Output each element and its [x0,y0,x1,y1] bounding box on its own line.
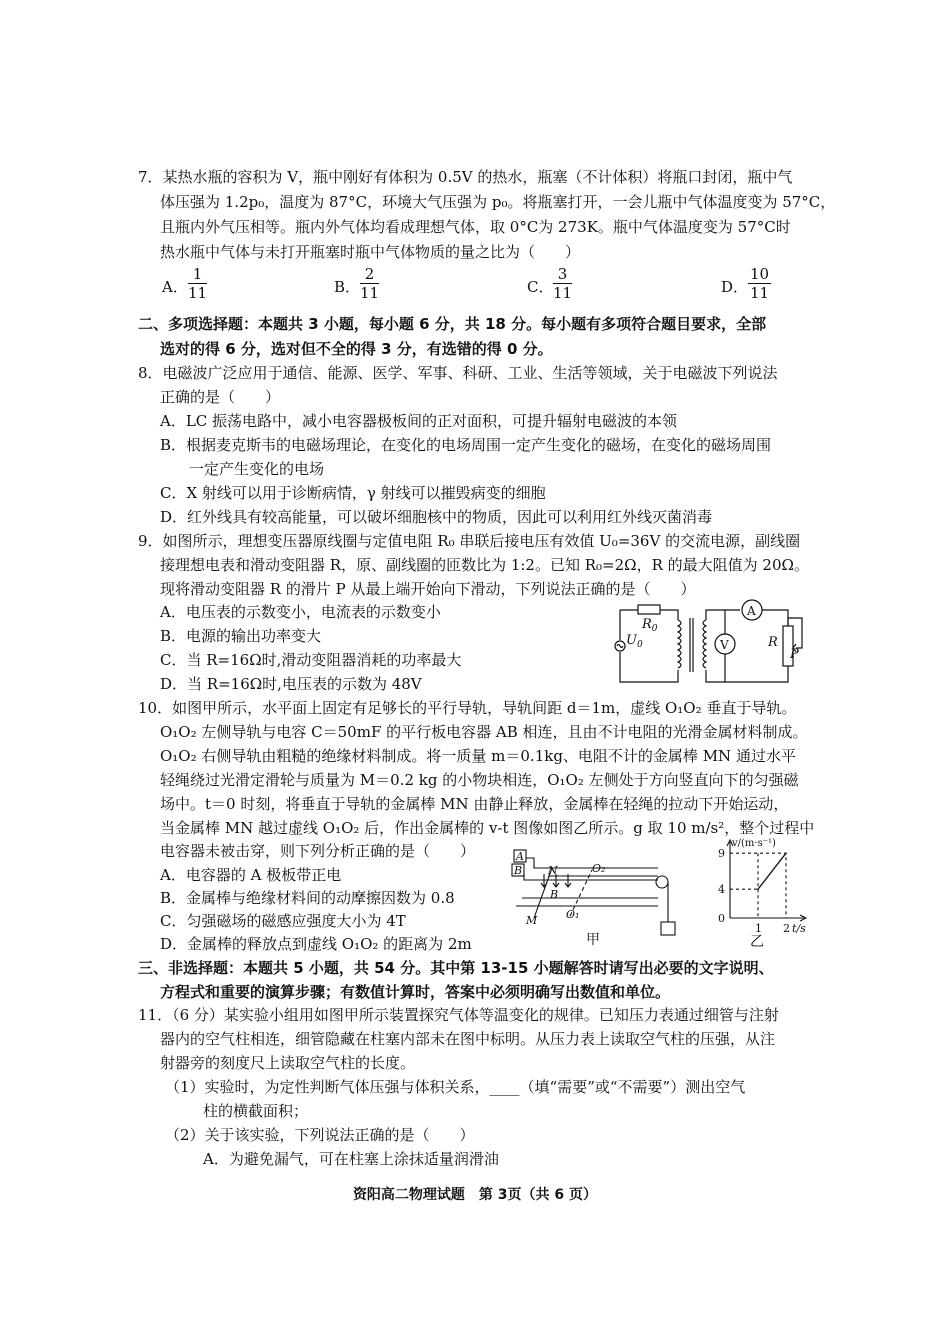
q9-line-2: 接理想电表和滑动变阻器 R，原、副线圈的匝数比为 1:2。已知 R₀=2Ω，R 的最大阻值为 20Ω。 [160,556,809,574]
ammeter-label: A [747,604,756,618]
plate-b-label: B [514,864,523,877]
q10-figure-jia [508,846,676,950]
r0-label: $R_0$ [642,617,658,634]
rod-m-label: M [526,914,538,927]
q7-option-c-num: 3 [553,265,572,284]
q7-option-a-fraction [188,265,207,302]
q10-line-7: 电容器未被击穿，则下列分析正确的是（ ） [160,842,476,860]
q9-circuit-diagram [610,598,810,690]
x-tick-2: 2 [783,922,790,935]
block-symbol [661,922,675,935]
page-footer: 资阳高二物理试题 第 3页（共 6 页） [352,1187,598,1203]
q10-line-5: 场中。t＝0 时刻，将垂直于导轨的金属棒 MN 由静止释放，金属棒在轻绳的拉动下开始运动， [160,795,789,813]
y-tick-9: 9 [718,847,725,861]
voltmeter-label: V [720,638,729,652]
q7-line-1: 7．某热水瓶的容积为 V，瓶中刚好有体积为 0.5V 的热水，瓶塞（不计体积）将瓶口封闭，瓶中气 [138,168,793,186]
q7-option-a-label: A． [162,278,188,296]
section3-heading-1: 三、非选择题：本题共 5 小题，共 54 分。其中第 13-15 小题解答时请写出必要的文字说明、 [138,959,774,977]
y-tick-4: 4 [718,883,725,897]
vt-series [757,852,787,890]
q7-option-b-fraction [360,265,379,302]
q9-line-3: 现将滑动变阻器 R 的滑片 P 从最上端开始向下滑动，下列说法正确的是（ ） [160,580,696,598]
q10-vt-chart [700,836,812,948]
q8-line-2: 正确的是（ ） [160,388,281,406]
vt-point-0 [757,888,759,890]
q7-option-d-num: 10 [750,265,770,283]
q8-option-d: D．红外线具有较高能量，可以破坏细胞核中的物质，因此可以利用红外线灭菌消毒 [160,508,713,526]
q10-line-6: 当金属棒 MN 越过虚线 O₁O₂ 后，作出金属棒的 v-t 图像如图乙所示。g 取 10 m/s²，整个过程中 [160,819,815,837]
q7-option-b-num: 2 [360,265,379,284]
vt-point-1 [785,852,787,854]
q8-line-1: 8．电磁波广泛应用于通信、能源、医学、军事、科研、工业、生活等领域，关于电磁波下列说法 [138,364,778,382]
q11-sub-2: （2）关于该实验，下列说法正确的是（ ） [165,1126,475,1144]
q10-option-d: D．金属棒的释放点到虚线 O₁O₂ 的距离为 2m [160,935,472,953]
figure-yi-caption: 乙 [750,934,764,948]
o1-label: O₁ [566,908,580,921]
q7-option-b-den: 11 [360,284,380,302]
q7-option-d-label: D． [721,278,749,296]
q11-sub-1-cont: 柱的横截面积； [203,1102,309,1120]
q9-line-1: 9．如图所示，理想变压器原线圈与定值电阻 R₀ 串联后接电压有效值 U₀=36V 的交流电源，副线圈 [138,532,801,550]
q11-sub-2-option-a: A．为避免漏气，可在柱塞上涂抹适量润滑油 [203,1150,499,1168]
q11-line-2: 器内的空气柱相连，细管隐藏在柱塞内部未在图中标明。从压力表上读取空气柱的压强，从注 [160,1030,776,1048]
q11-sub-1: （1）实验时，为定性判断气体压强与体积关系，____（填“需要”或“不需要”）测出空气 [165,1078,746,1096]
q8-option-a: A．LC 振荡电路中，减小电容器极板间的正对面积，可提升辐射电磁波的本领 [160,412,678,430]
q7-option-d-den: 11 [750,284,770,302]
rheostat-label: R [768,635,778,650]
q10-option-a: A．电容器的 A 极板带正电 [160,866,342,884]
q9-option-d: D．当 R=16Ω时,电压表的示数为 48V [160,675,422,693]
slider-label: P [790,647,799,662]
figure-jia-caption: 甲 [586,932,600,948]
q10-line-3: O₁O₂ 右侧导轨由粗糙的绝缘材料制成。将一质量 m＝0.1kg、电阻不计的金属棒 MN 通过水平 [160,747,796,765]
section2-heading-1: 二、多项选择题：本题共 3 小题，每小题 6 分，共 18 分。每小题有多项符合题目要求，全部 [138,315,767,333]
q11-line-1: 11．（6 分）某实验小组用如图甲所示装置探究气体等温变化的规律。已知压力表通过细管与注射 [138,1006,779,1024]
q10-option-c: C．匀强磁场的磁感应强度大小为 4T [160,912,406,930]
q7-option-c-den: 11 [553,284,573,302]
q7-line-4: 热水瓶中气体与未打开瓶塞时瓶中气体物质的量之比为（ ） [160,243,581,261]
q7-option-d-fraction [748,265,771,302]
q7-option-c-fraction [553,265,572,302]
q8-option-b-cont: 一定产生变化的电场 [189,460,325,478]
q7-option-a-num: 1 [188,265,207,284]
q11-line-3: 射器旁的刻度尺上读取空气柱的长度。 [160,1054,416,1072]
q9-option-c: C．当 R=16Ω时,滑动变阻器消耗的功率最大 [160,651,462,669]
y-tick-0: 0 [718,912,725,925]
pulley-symbol [656,876,668,888]
q7-line-3: 且瓶内外气压相等。瓶内外气体均看成理想气体，取 0°C为 273K。瓶中气体温度变为 57°C时 [160,218,791,236]
rod-n-label: N [548,864,558,877]
q10-option-b: B．金属棒与绝缘材料间的动摩擦因数为 0.8 [160,889,455,907]
vt-series-line [758,853,786,889]
u0-label: $U_0$ [626,633,643,650]
o2-label: O₂ [592,862,606,875]
section2-heading-2: 选对的得 6 分，选对但不全的得 3 分，有选错的得 0 分。 [160,340,553,358]
q10-line-2: O₁O₂ 左侧导轨与电容 C＝50mF 的平行板电容器 AB 相连，且由不计电阻的光滑金属材料制成。 [160,723,808,741]
section3-heading-2: 方程式和重要的演算步骤；有数值计算时，答案中必须明确写出数值和单位。 [160,983,671,1001]
q7-option-c-label: C． [527,278,554,296]
x-axis-label: t/s [792,922,806,935]
field-b-label: B [550,888,559,901]
q7-option-b-label: B． [334,278,361,296]
q10-line-4: 轻绳绕过光滑定滑轮与质量为 M＝0.2 kg 的小物块相连，O₁O₂ 左侧处于方向竖直向下的匀强磁 [160,771,799,789]
q8-option-b: B．根据麦克斯韦的电磁场理论，在变化的电场周围一定产生变化的磁场，在变化的磁场周围 [160,436,772,454]
x-tick-1: 1 [755,922,762,935]
q8-option-c: C．X 射线可以用于诊断病情，γ 射线可以摧毁病变的细胞 [160,484,546,502]
plate-a-label: A [516,850,524,863]
r0-resistor-symbol [638,605,660,614]
q10-line-1: 10．如图甲所示，水平面上固定有足够长的平行导轨，导轨间距 d＝1m，虚线 O₁O₂ 垂直于导轨。 [138,699,797,717]
y-axis-label: v/(m·s⁻¹) [732,838,776,849]
q7-line-2: 体压强为 1.2p₀，温度为 87°C，环境大气压强为 p₀。将瓶塞打开，一会儿瓶中气体温度变为 57°C， [160,193,836,211]
q9-option-a: A．电压表的示数变小，电流表的示数变小 [160,603,441,621]
q9-option-b: B．电源的输出功率变大 [160,627,322,645]
q7-option-a-den: 11 [188,284,208,302]
